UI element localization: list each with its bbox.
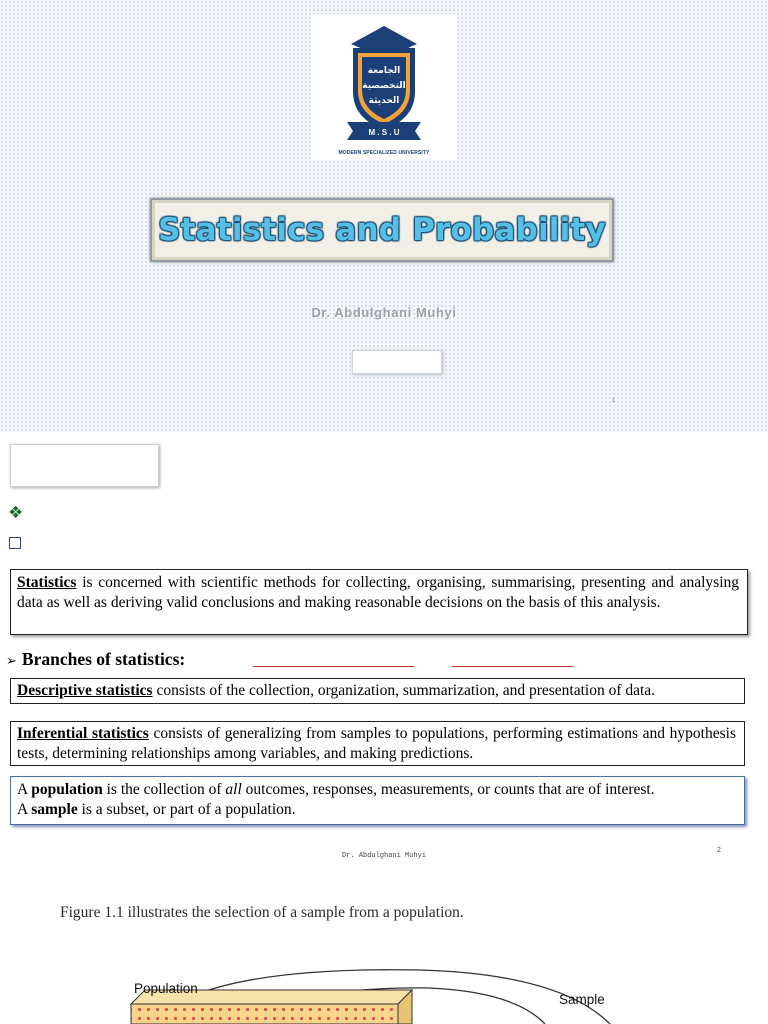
arrow-bullet-icon: ➢ (6, 654, 17, 669)
inferential-term: Inferential statistics (17, 725, 149, 742)
red-underline-inferential (452, 666, 573, 667)
svg-text:M . S . U: M . S . U (368, 128, 400, 137)
pop-line-mid: is the collection of (102, 781, 226, 798)
descriptive-statistics-box (10, 678, 745, 704)
population-term: population (31, 781, 103, 798)
population-sample-figure (0, 960, 768, 1024)
page-title: Statistics and Probability (158, 212, 606, 248)
sample-line-post: is a subset, or part of a population. (77, 801, 296, 818)
all-emphasis: all (225, 781, 242, 798)
four-diamond-bullet-icon: ❖ (8, 503, 24, 523)
inferential-statistics-box (10, 721, 745, 766)
red-underline-descriptive (253, 666, 414, 667)
pop-line-post: outcomes, responses, measurements, or counts that are of interest. (241, 781, 655, 798)
page-number: 1 (612, 398, 616, 404)
branches-heading-text: Branches of statistics: (21, 649, 186, 669)
svg-text:الجامعة: الجامعة (367, 66, 401, 76)
pop-line-prefix: A (17, 781, 32, 798)
inferential-text: consists of generalizing from samples to populations, performing estimations and hypothesis tests, determining relationships among variables, and making predictions. (17, 725, 736, 762)
sample-line-prefix: A (17, 801, 32, 818)
descriptive-text: consists of the collection, organization, summarization, and presentation of data. (152, 682, 656, 699)
svg-text:التخصصية: التخصصية (362, 81, 406, 91)
blank-header-box (10, 444, 159, 487)
sample-term: sample (31, 801, 78, 818)
logo-emblem-icon (311, 14, 457, 160)
svg-text:الحديثة: الحديثة (368, 96, 400, 106)
footer-author: Dr. Abdulghani Muhyi (341, 852, 426, 860)
descriptive-term: Descriptive statistics (17, 682, 153, 699)
square-bullet-icon (9, 537, 21, 549)
statistics-definition-text: is concerned with scientific methods for collecting, organising, summarising, presenting and analysing data as well as deriving valid conclusions and making reasonable decisions on the basis of this analysis. (17, 574, 739, 611)
title-frame (150, 198, 614, 262)
sample-label: Sample (559, 992, 605, 1007)
population-sample-box (10, 776, 745, 825)
cover-page (0, 0, 768, 432)
branches-heading (6, 648, 185, 673)
cover-author: Dr. Abdulghani Muhyi (311, 305, 457, 320)
logo-caption: MODERN SPECIALIZED UNIVERSITY (338, 150, 430, 156)
population-slab-front (131, 1004, 398, 1024)
blank-label-box (352, 350, 442, 374)
statistics-term: Statistics (17, 574, 77, 591)
figure-caption: Figure 1.1 illustrates the selection of a sample from a population. (60, 904, 464, 921)
page-number-2: 2 (717, 847, 721, 854)
university-logo (311, 14, 457, 160)
population-label: Population (134, 981, 198, 996)
statistics-definition-box (10, 569, 748, 635)
